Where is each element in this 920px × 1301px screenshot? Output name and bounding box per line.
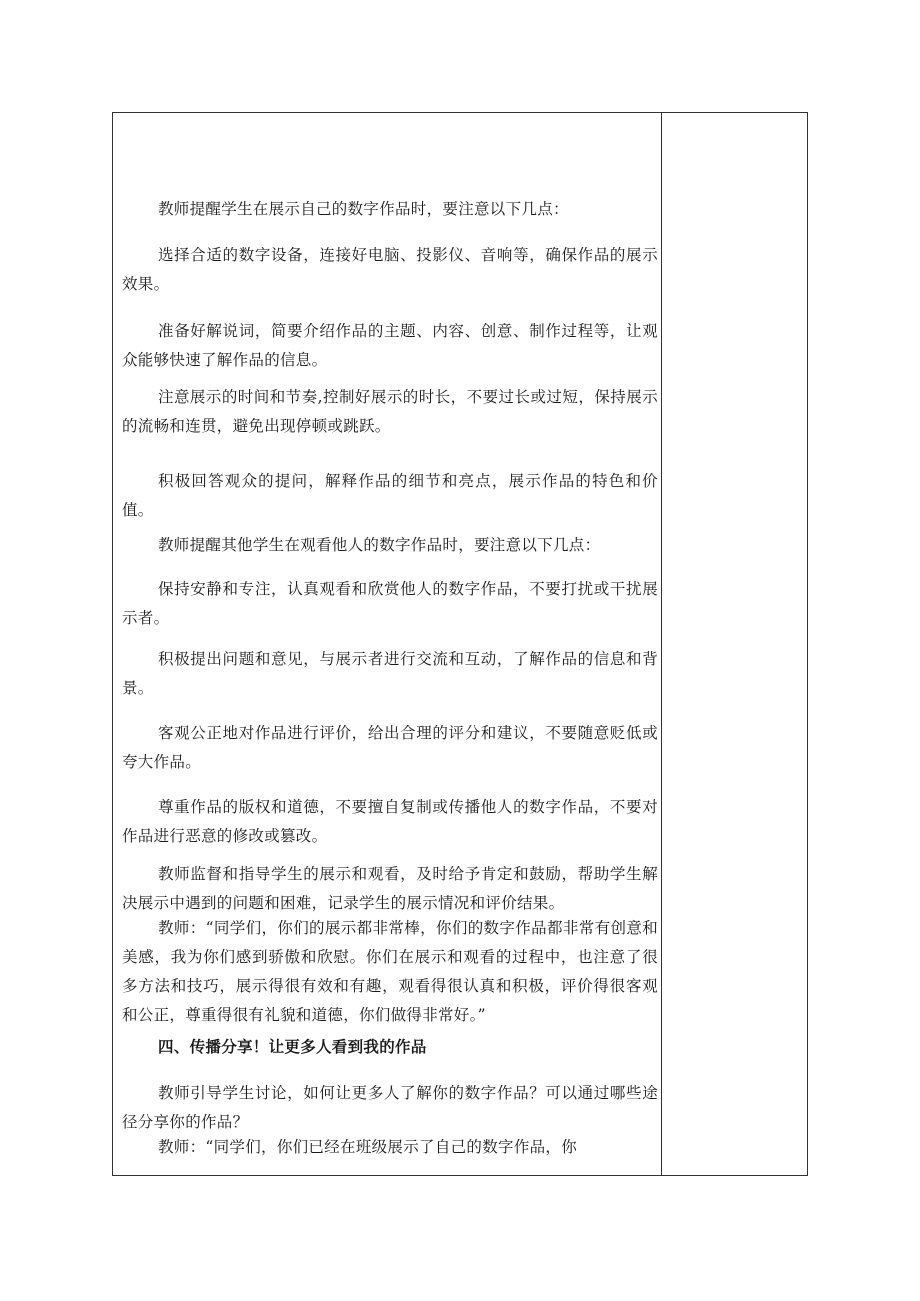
section-heading: 四、传播分享！让更多人看到我的作品 (158, 1037, 427, 1056)
paragraph: 教师提醒学生在展示自己的数字作品时，要注意以下几点： (158, 200, 569, 218)
paragraph: 积极提出问题和意见，与展示者进行交流和互动，了解作品的信息和背景。 (122, 650, 658, 697)
paragraph: 教师监督和指导学生的展示和观看，及时给予肯定和鼓励，帮助学生解决展示中遇到的问题和困难，记录学生的展示情况和评价结果。 (122, 865, 658, 912)
paragraph: 积极回答观众的提问，解释作品的细节和亮点，展示作品的特色和价值。 (122, 472, 658, 519)
paragraph: 保持安静和专注，认真观看和欣赏他人的数字作品，不要打扰或干扰展示者。 (122, 580, 658, 627)
paragraph: 注意展示的时间和节奏,控制好展示的时长，不要过长或过短，保持展示的流畅和连贯，避免出现停顿或跳跃。 (122, 388, 658, 435)
column-divider (661, 113, 662, 1175)
paragraph: 教师引导学生讨论，如何让更多人了解你的数字作品？可以通过哪些途径分享你的作品？ (122, 1084, 658, 1131)
lesson-table (112, 112, 808, 1176)
paragraph: 教师：“同学们，你们的展示都非常棒，你们的数字作品都非常有创意和美感，我为你们感到骄傲和欣慰。你们在展示和观看的过程中，也注意了很多方法和技巧，展示得很有效和有趣，观看得很认真和积极，评价得很客观和公正，尊重得很有礼貌和道德，你们做得非常好。” (122, 919, 658, 1024)
paragraph: 尊重作品的版权和道德，不要擅自复制或传播他人的数字作品，不要对作品进行恶意的修改或篡改。 (122, 798, 658, 845)
paragraph: 准备好解说词，简要介绍作品的主题、内容、创意、制作过程等，让观众能够快速了解作品的信息。 (122, 322, 658, 369)
paragraph: 客观公正地对作品进行评价，给出合理的评分和建议，不要随意贬低或夸大作品。 (122, 724, 658, 771)
paragraph: 教师提醒其他学生在观看他人的数字作品时，要注意以下几点： (158, 536, 601, 554)
paragraph: 选择合适的数字设备，连接好电脑、投影仪、音响等，确保作品的展示效果。 (122, 246, 658, 293)
paragraph: 教师：“同学们，你们已经在班级展示了自己的数字作品，你 (158, 1138, 578, 1156)
